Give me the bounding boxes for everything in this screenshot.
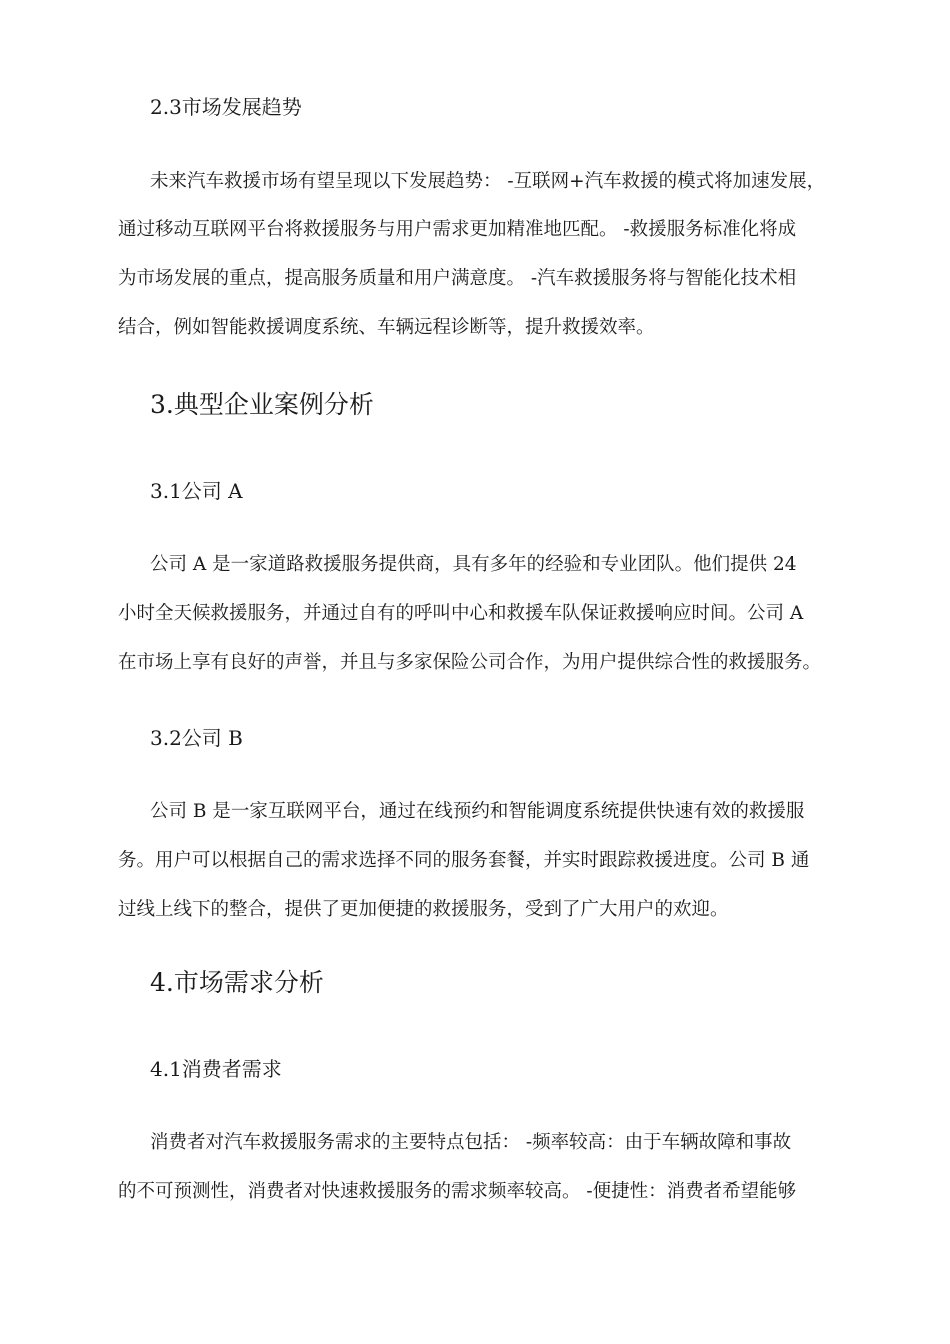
- heading-4-1: 4.1消费者需求: [150, 1057, 282, 1081]
- paragraph-line: 公司 A 是一家道路救援服务提供商，具有多年的经验和专业团队。他们提供 24: [150, 554, 797, 575]
- paragraph-line: 通过移动互联网平台将救援服务与用户需求更加精准地匹配。 -救援服务标准化将成: [118, 219, 797, 240]
- paragraph-line: 结合，例如智能救援调度系统、车辆远程诊断等，提升救援效率。: [118, 317, 655, 338]
- paragraph-line: 小时全天候救援服务，并通过自有的呼叫中心和救援车队保证救援响应时间。公司 A: [118, 603, 804, 624]
- heading-3: 3.典型企业案例分析: [150, 390, 374, 419]
- paragraph-line: 务。用户可以根据自己的需求选择不同的服务套餐，并实时跟踪救援进度。公司 B 通: [118, 850, 810, 871]
- paragraph-line: 为市场发展的重点，提高服务质量和用户满意度。 -汽车救援服务将与智能化技术相: [118, 268, 797, 289]
- paragraph-line: 未来汽车救援市场有望呈现以下发展趋势： -互联网+汽车救援的模式将加速发展，: [150, 171, 826, 192]
- paragraph-line: 在市场上享有良好的声誉，并且与多家保险公司合作，为用户提供综合性的救援服务。: [118, 652, 822, 673]
- paragraph-line: 的不可预测性，消费者对快速救援服务的需求频率较高。 -便捷性：消费者希望能够: [118, 1181, 797, 1202]
- heading-3-2: 3.2公司 B: [150, 726, 243, 750]
- heading-2-3: 2.3市场发展趋势: [150, 95, 302, 119]
- heading-4: 4.市场需求分析: [150, 968, 324, 997]
- paragraph-line: 公司 B 是一家互联网平台，通过在线预约和智能调度系统提供快速有效的救援服: [150, 801, 805, 822]
- paragraph-line: 消费者对汽车救援服务需求的主要特点包括： -频率较高：由于车辆故障和事故: [150, 1132, 792, 1153]
- heading-3-1: 3.1公司 A: [150, 479, 243, 503]
- paragraph-line: 过线上线下的整合，提供了更加便捷的救援服务，受到了广大用户的欢迎。: [118, 899, 729, 920]
